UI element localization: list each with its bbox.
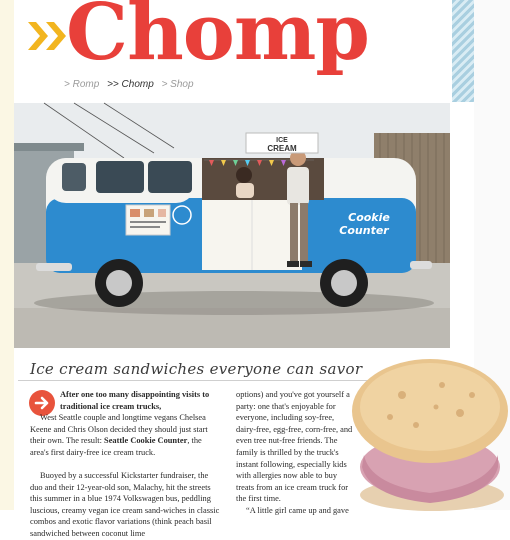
van-illustration (14, 103, 450, 348)
van-logo-line-2: Counter (339, 224, 389, 237)
breadcrumb-item-romp[interactable]: > Romp (64, 79, 100, 90)
double-chevron-right-icon (26, 16, 70, 56)
ice-cream-sandwich-image (350, 355, 510, 510)
lead-paragraph (30, 412, 222, 458)
business-name: Seattle Cookie Counter (104, 436, 188, 446)
van-logo-line-1: Cookie (348, 211, 390, 224)
column-2-quote: “A little girl came up and gave (246, 505, 349, 515)
lead-bold-text: After one too many disappointing visits to traditional ice cream trucks, (60, 390, 210, 411)
lead-paragraph-start (60, 389, 220, 412)
body-paragraph-2: Buoyed by a successful Kickstarter fundraiser, the duo and their 12-year-old son, Malachy, hit the streets this summer in a blue 1974 Volkswagen bus, peddling luscious, creamy vegan ice cream sand-wiches in classic combos and exotic flavor variations (think peach basil sandwiched between coconut lime (30, 471, 220, 538)
roof-sign-line-1: ICE (276, 137, 288, 144)
breadcrumb-item-chomp[interactable]: >> Chomp (107, 79, 154, 90)
decorative-stripe (452, 0, 474, 102)
roof-sign-line-2: CREAM (267, 144, 297, 153)
page-title: Chomp (66, 0, 369, 78)
lead-end-text: , the area's first dairy-free ice cream truck. (30, 436, 202, 457)
lead-body-text: West Seattle couple and longtime vegans Chelsea Keene and Chris Olson decided they should just start their own. The result: (30, 413, 208, 446)
left-margin-strip (0, 0, 14, 510)
breadcrumb-item-shop[interactable]: > Shop (161, 79, 194, 90)
breadcrumb (64, 79, 199, 90)
column-2-paragraph: options) and you've got yourself a party: one that's enjoyable for everyone, including soy-free, dairy-free, egg-free, corn-free, and even tree nut-free friends. The family is thrilled by the truck's instant following, especially kids with allergies now able to buy treats from an ice cream truck for the first time. (236, 390, 353, 504)
ice-cream-truck-photo (14, 103, 450, 348)
column-2-text (236, 389, 356, 517)
article-tagline: Ice cream sandwiches everyone can savor (30, 360, 363, 378)
